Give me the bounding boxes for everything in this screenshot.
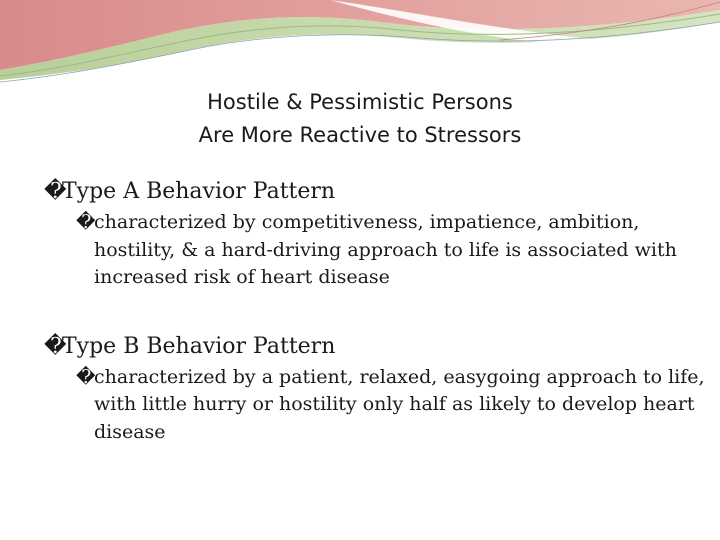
sub-bullet-type-a <box>76 209 706 292</box>
sub-bullet-type-b <box>76 364 706 447</box>
title-line-2: Are More Reactive to Stressors <box>198 123 522 147</box>
bullet-glyph-icon: � <box>76 211 96 233</box>
slide-title <box>0 86 720 152</box>
bullet-glyph-icon: � <box>44 179 67 204</box>
bullet-glyph-icon: � <box>44 333 67 359</box>
title-line-1: Hostile & Pessimistic Persons <box>207 90 513 114</box>
sub-bullet-text: characterized by a patient, relaxed, easygoing approach to life, with little hurry or hostility only half as likely to develop heart disease <box>94 365 705 443</box>
bullet-list <box>44 175 704 446</box>
bullet-heading: Type B Behavior Pattern <box>62 333 336 359</box>
header-decoration <box>0 0 720 90</box>
sub-bullet-text: characterized by competitiveness, impatience, ambition, hostility, & a hard-driving approach to life is associated with increased risk of heart disease <box>94 211 677 288</box>
bullet-glyph-icon: � <box>76 365 96 388</box>
bullet-item-type-a <box>44 175 704 209</box>
bullet-heading: Type A Behavior Pattern <box>62 179 336 204</box>
bullet-item-type-b <box>44 330 704 364</box>
